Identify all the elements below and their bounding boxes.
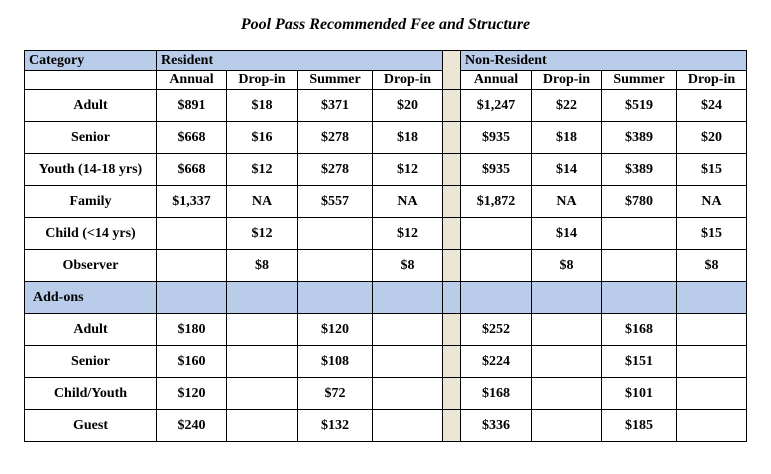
row-category: Family bbox=[25, 186, 157, 218]
fee-cell: $278 bbox=[298, 122, 373, 154]
fee-cell: $22 bbox=[532, 90, 602, 122]
resident-group-header: Resident bbox=[157, 51, 443, 71]
subhead-nonresident-annual: Annual bbox=[461, 71, 532, 90]
row-category: Adult bbox=[25, 314, 157, 346]
row-category: Youth (14-18 yrs) bbox=[25, 154, 157, 186]
column-separator bbox=[443, 410, 461, 442]
fee-cell: $20 bbox=[677, 122, 747, 154]
fee-cell: $15 bbox=[677, 154, 747, 186]
fee-cell: $336 bbox=[461, 410, 532, 442]
fee-cell bbox=[461, 218, 532, 250]
subhead-nonresident-summer: Summer bbox=[602, 71, 677, 90]
table-row bbox=[25, 122, 747, 154]
document-title: Pool Pass Recommended Fee and Structure bbox=[240, 16, 531, 33]
fee-cell: NA bbox=[227, 186, 298, 218]
header-row-groups bbox=[25, 51, 747, 71]
fee-cell: $1,872 bbox=[461, 186, 532, 218]
fee-cell bbox=[532, 314, 602, 346]
fee-cell bbox=[157, 218, 227, 250]
fee-cell: $519 bbox=[602, 90, 677, 122]
fee-cell: $168 bbox=[602, 314, 677, 346]
fee-cell: $18 bbox=[532, 122, 602, 154]
subhead-nonresident-summer-dropin: Drop-in bbox=[677, 71, 747, 90]
fee-cell bbox=[532, 378, 602, 410]
fee-cell: $240 bbox=[157, 410, 227, 442]
fee-cell bbox=[373, 410, 443, 442]
fee-cell bbox=[373, 314, 443, 346]
fee-cell bbox=[227, 378, 298, 410]
fee-cell bbox=[373, 346, 443, 378]
fee-cell: $389 bbox=[602, 154, 677, 186]
addons-section-label: Add-ons bbox=[25, 282, 157, 314]
fee-cell: $12 bbox=[373, 154, 443, 186]
fee-cell: $151 bbox=[602, 346, 677, 378]
section-blank-cell bbox=[532, 282, 602, 314]
column-separator bbox=[443, 378, 461, 410]
fee-cell bbox=[298, 218, 373, 250]
fee-cell bbox=[227, 410, 298, 442]
section-blank-cell bbox=[373, 282, 443, 314]
fee-cell: $8 bbox=[373, 250, 443, 282]
subhead-resident-annual: Annual bbox=[157, 71, 227, 90]
column-separator bbox=[443, 186, 461, 218]
table-row bbox=[25, 250, 747, 282]
section-blank-cell bbox=[157, 282, 227, 314]
row-category: Adult bbox=[25, 90, 157, 122]
fee-cell: $18 bbox=[227, 90, 298, 122]
column-separator bbox=[443, 346, 461, 378]
column-separator bbox=[443, 250, 461, 282]
fee-cell bbox=[677, 346, 747, 378]
fee-cell bbox=[532, 410, 602, 442]
fee-cell: $101 bbox=[602, 378, 677, 410]
fee-cell: $14 bbox=[532, 154, 602, 186]
table-body bbox=[25, 51, 747, 442]
fee-cell: $168 bbox=[461, 378, 532, 410]
fee-cell: $389 bbox=[602, 122, 677, 154]
fee-cell: $72 bbox=[298, 378, 373, 410]
fee-cell bbox=[461, 250, 532, 282]
non-resident-group-header: Non-Resident bbox=[461, 51, 747, 71]
fee-cell: $8 bbox=[227, 250, 298, 282]
subhead-resident-dropin: Drop-in bbox=[227, 71, 298, 90]
fee-cell bbox=[532, 346, 602, 378]
fee-cell bbox=[298, 250, 373, 282]
header-row-subheads bbox=[25, 71, 747, 90]
fee-cell: $18 bbox=[373, 122, 443, 154]
column-separator bbox=[443, 282, 461, 314]
fee-cell: $20 bbox=[373, 90, 443, 122]
fee-cell: $15 bbox=[677, 218, 747, 250]
table-row bbox=[25, 186, 747, 218]
fee-cell: $224 bbox=[461, 346, 532, 378]
column-separator bbox=[443, 314, 461, 346]
row-category: Child/Youth bbox=[25, 378, 157, 410]
column-separator bbox=[443, 218, 461, 250]
fee-cell: NA bbox=[373, 186, 443, 218]
column-separator bbox=[443, 90, 461, 122]
table-row bbox=[25, 218, 747, 250]
addon-table-row bbox=[25, 314, 747, 346]
section-blank-cell bbox=[602, 282, 677, 314]
fee-cell: $120 bbox=[298, 314, 373, 346]
fee-cell: $557 bbox=[298, 186, 373, 218]
section-blank-cell bbox=[461, 282, 532, 314]
fee-cell: $780 bbox=[602, 186, 677, 218]
fee-cell: $935 bbox=[461, 154, 532, 186]
table-row bbox=[25, 90, 747, 122]
fee-cell bbox=[602, 250, 677, 282]
fee-cell: $371 bbox=[298, 90, 373, 122]
subhead-resident-summer-dropin: Drop-in bbox=[373, 71, 443, 90]
fee-cell: $185 bbox=[602, 410, 677, 442]
fee-cell: $16 bbox=[227, 122, 298, 154]
fee-cell: $668 bbox=[157, 154, 227, 186]
fee-cell: $132 bbox=[298, 410, 373, 442]
fee-cell: $668 bbox=[157, 122, 227, 154]
fee-cell bbox=[373, 378, 443, 410]
fee-cell: $8 bbox=[677, 250, 747, 282]
fee-cell: $160 bbox=[157, 346, 227, 378]
column-separator bbox=[443, 154, 461, 186]
subhead-nonresident-dropin: Drop-in bbox=[532, 71, 602, 90]
fee-table bbox=[24, 50, 747, 442]
fee-cell: $14 bbox=[532, 218, 602, 250]
subhead-resident-summer: Summer bbox=[298, 71, 373, 90]
row-category: Senior bbox=[25, 346, 157, 378]
row-category: Observer bbox=[25, 250, 157, 282]
fee-cell: $1,337 bbox=[157, 186, 227, 218]
fee-cell: $12 bbox=[373, 218, 443, 250]
fee-cell: NA bbox=[677, 186, 747, 218]
section-blank-cell bbox=[677, 282, 747, 314]
fee-cell: $1,247 bbox=[461, 90, 532, 122]
section-blank-cell bbox=[227, 282, 298, 314]
row-category: Child (<14 yrs) bbox=[25, 218, 157, 250]
fee-cell bbox=[677, 314, 747, 346]
addons-section-row bbox=[25, 282, 747, 314]
row-category: Guest bbox=[25, 410, 157, 442]
fee-cell bbox=[157, 250, 227, 282]
fee-cell bbox=[677, 378, 747, 410]
addon-table-row bbox=[25, 346, 747, 378]
fee-cell: $120 bbox=[157, 378, 227, 410]
fee-cell: $891 bbox=[157, 90, 227, 122]
column-separator bbox=[443, 51, 461, 90]
fee-cell bbox=[227, 314, 298, 346]
category-header: Category bbox=[25, 51, 157, 71]
addon-table-row bbox=[25, 378, 747, 410]
fee-cell: $935 bbox=[461, 122, 532, 154]
fee-cell: $180 bbox=[157, 314, 227, 346]
row-category: Senior bbox=[25, 122, 157, 154]
fee-cell: $12 bbox=[227, 218, 298, 250]
fee-cell bbox=[677, 410, 747, 442]
fee-cell bbox=[602, 218, 677, 250]
fee-cell: $252 bbox=[461, 314, 532, 346]
table-row bbox=[25, 154, 747, 186]
section-blank-cell bbox=[298, 282, 373, 314]
fee-cell: $278 bbox=[298, 154, 373, 186]
fee-cell: $12 bbox=[227, 154, 298, 186]
column-separator bbox=[443, 122, 461, 154]
fee-cell: $24 bbox=[677, 90, 747, 122]
fee-cell: NA bbox=[532, 186, 602, 218]
fee-cell bbox=[227, 346, 298, 378]
category-subhead-blank bbox=[25, 71, 157, 90]
fee-cell: $108 bbox=[298, 346, 373, 378]
fee-cell: $8 bbox=[532, 250, 602, 282]
addon-table-row bbox=[25, 410, 747, 442]
